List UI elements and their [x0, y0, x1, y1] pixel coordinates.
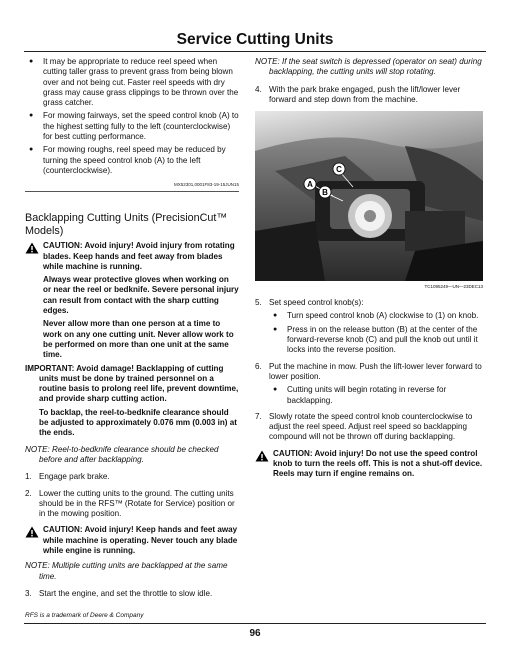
- callout-label-a: A: [307, 180, 313, 190]
- step-number: 6.: [255, 361, 262, 371]
- page-number: 96: [249, 628, 261, 639]
- caution-text: CAUTION: Avoid injury! Avoid injury from rotating blades. Keep hands and feet away from blades while machine is running.: [43, 241, 235, 271]
- important-paragraph: To backlap, the reel-to-bedknife clearance should be adjusted to approximately 0.076 mm (0.003 in) at the ends.: [39, 407, 237, 438]
- trademark-footnote: RFS is a trademark of Deere & Company: [25, 612, 144, 619]
- intro-bullet-list: [25, 57, 239, 176]
- step-item: [255, 362, 483, 406]
- callout-label-c: C: [336, 165, 342, 175]
- step-list: [255, 298, 483, 443]
- note-text: NOTE: If the seat switch is depressed (operator on seat) during backlapping, the cutting units will stop rotating.: [255, 57, 482, 77]
- section-heading: Backlapping Cutting Units (PrecisionCut™ Models): [25, 212, 228, 237]
- step-list: [255, 85, 483, 106]
- footer-rule: [24, 623, 486, 624]
- warning-triangle-icon: [255, 450, 269, 462]
- step-text: Set speed control knob(s):: [269, 298, 364, 308]
- step-item: [25, 472, 239, 482]
- document-code: MX52301,0001F83-19-15JUN15: [173, 182, 239, 188]
- step-item: [25, 489, 239, 520]
- list-item: ● For mowing roughs, reel speed may be reduced by turning the speed control knob (A) to the left (counterclockwise).: [25, 145, 239, 176]
- caution-block: [255, 449, 483, 480]
- step-number: 2.: [25, 488, 32, 498]
- caution-paragraph: Always wear protective gloves when working on or near the reel or bedknife. Severe personal injury can result from contact with the sharp cutting edges.: [43, 275, 239, 316]
- caution-block: [25, 241, 239, 272]
- note-text: NOTE: Multiple cutting units are backlapped at the same time.: [25, 561, 228, 581]
- title-rule: [24, 51, 486, 52]
- step-text: Start the engine, and set the throttle to slow idle.: [39, 588, 213, 598]
- page-title: Service Cutting Units: [176, 31, 334, 48]
- left-column: [25, 57, 239, 605]
- photo-code: TC1095249—UN—23DEC13: [424, 284, 483, 290]
- step-text: With the park brake engaged, push the lift/lower lever forward and step down from the machine.: [269, 84, 461, 104]
- sub-bullet-list: [269, 385, 483, 406]
- caution-text: CAUTION: Avoid injury! Do not use the speed control knob to turn the reels off. This is not a shut-off device. Reels may turn if engine remains on.: [273, 448, 483, 479]
- caution-paragraph: Never allow more than one person at a time to work on any one cutting unit. Never allow work to be performed on more than one unit at the same time.: [43, 319, 234, 360]
- step-list: [25, 472, 239, 519]
- list-item: ● Press in on the release button (B) at the center of the forward-reverse knob (C) and pull the knob out until it locks into the reverse position.: [269, 325, 483, 356]
- callout-label-b: B: [322, 188, 328, 198]
- right-column: [255, 57, 483, 483]
- list-item: ● It may be appropriate to reduce reel speed when cutting taller grass to prevent grass from being blown over and not being cut. Faster reel speeds with dry grass may cause grass clippings to be thrown over the grass catcher.: [25, 57, 239, 108]
- step-item: [255, 298, 483, 355]
- machine-photo: [255, 111, 483, 281]
- step-text: Engage park brake.: [39, 472, 110, 482]
- speed-control-photo-illustration: [255, 111, 483, 281]
- step-number: 1.: [25, 472, 32, 482]
- step-number: 7.: [255, 411, 262, 421]
- step-item: [255, 412, 483, 443]
- warning-triangle-icon: [25, 526, 39, 538]
- step-text: Slowly rotate the speed control knob counterclockwise to adjust the reel speed. Adjust reel speed so backlapping compound will not be thrown off during backlapping.: [269, 411, 473, 442]
- warning-triangle-icon: [25, 242, 39, 254]
- list-item: ● Cutting units will begin rotating in reverse for backlapping.: [269, 385, 483, 406]
- step-number: 3.: [25, 588, 32, 598]
- step-item: [255, 85, 483, 106]
- important-text: IMPORTANT: Avoid damage! Backlapping of cutting units must be done by trained personnel on a routine basis to prolong reel life, prevent downtime, and provide sharp cutting action.: [25, 363, 239, 404]
- caution-block: [25, 525, 239, 556]
- step-number: 4.: [255, 84, 262, 94]
- sub-bullet-list: [269, 311, 483, 355]
- step-list: [25, 589, 239, 599]
- caution-text: CAUTION: Avoid injury! Keep hands and feet away while machine is operating. Never touch any blade while engine is running.: [43, 525, 238, 555]
- step-text: Lower the cutting units to the ground. The cutting units should be in the RFS™ (Rotate for Service) position or in the mowing position.: [39, 488, 235, 519]
- step-text: Put the machine in mow. Push the lift-lower lever forward to lower position.: [269, 361, 482, 381]
- list-item: ● For mowing fairways, set the speed control knob (A) to the highest setting fully to the left (counterclockwise) for best cutting performance.: [25, 111, 239, 142]
- section-divider: [25, 191, 239, 192]
- note-text: NOTE: Reel-to-bedknife clearance should be checked before and after backlapping.: [25, 444, 219, 464]
- step-item: [25, 589, 239, 599]
- step-number: 5.: [255, 298, 262, 308]
- list-item: ● Turn speed control knob (A) clockwise to (1) on knob.: [269, 311, 483, 321]
